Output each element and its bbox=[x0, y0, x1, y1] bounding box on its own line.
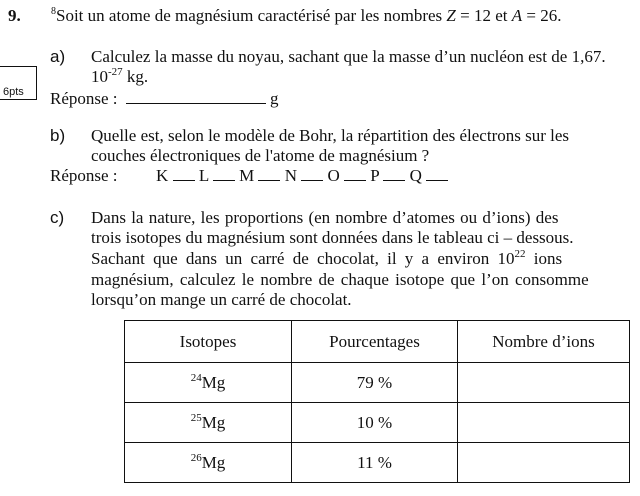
isotope-cell bbox=[125, 443, 292, 483]
answer-label: Réponse : bbox=[50, 166, 118, 185]
shell-q: Q bbox=[409, 166, 422, 185]
part-a-line2 bbox=[91, 67, 148, 89]
ion-exponent: 22 bbox=[514, 248, 526, 260]
part-c-line5: lorsqu’on mange un carré de chocolat. bbox=[91, 290, 352, 309]
table-header-row bbox=[125, 321, 630, 363]
part-c-letter: c) bbox=[50, 208, 65, 227]
question-number: 9. bbox=[8, 6, 21, 25]
shell-o: O bbox=[327, 166, 340, 185]
points-label: 6pts bbox=[3, 86, 24, 98]
isotope-cell bbox=[125, 363, 292, 403]
header-percentages: Pourcentages bbox=[292, 321, 458, 363]
header-isotopes: Isotopes bbox=[125, 321, 292, 363]
shell-k: K bbox=[156, 166, 169, 185]
z-value: = 12 et bbox=[455, 6, 512, 25]
shell-m-blank[interactable] bbox=[258, 166, 280, 181]
header-ion-count: Nombre d’ions bbox=[458, 321, 630, 363]
part-a-line1: Calculez la masse du noyau, sachant que la masse d’un nucléon est de 1,67. bbox=[91, 47, 606, 66]
mass-number: 26 bbox=[190, 451, 202, 464]
shell-m: M bbox=[239, 166, 255, 185]
part-b-answer bbox=[50, 166, 448, 186]
shell-q-blank[interactable] bbox=[426, 166, 448, 181]
power-base: 10 bbox=[91, 67, 108, 86]
footnote-mark: 8 bbox=[51, 6, 56, 17]
ions-cell[interactable] bbox=[458, 363, 630, 403]
element-symbol: Mg bbox=[201, 452, 226, 472]
shell-o-blank[interactable] bbox=[344, 166, 366, 181]
part-b-line1: Quelle est, selon le modèle de Bohr, la répartition des électrons sur les bbox=[91, 126, 570, 145]
shell-p-blank[interactable] bbox=[383, 166, 405, 181]
ions-cell[interactable] bbox=[458, 443, 630, 483]
shell-k-blank[interactable] bbox=[173, 166, 195, 181]
shell-l-blank[interactable] bbox=[213, 166, 235, 181]
isotope-table bbox=[124, 320, 630, 483]
isotope-cell bbox=[125, 403, 292, 443]
shell-n: N bbox=[284, 166, 297, 185]
percent-cell: 10 % bbox=[292, 403, 458, 443]
part-a-letter: a) bbox=[50, 47, 66, 66]
shell-n-blank[interactable] bbox=[301, 166, 323, 181]
part-c-line1: Dans la nature, les proportions (en nombre d’atomes ou d’ions) des bbox=[91, 208, 559, 227]
part-c-line4: magnésium, calculez le nombre de chaque isotope que l’on consomme bbox=[91, 270, 589, 289]
part-c-line3 bbox=[91, 249, 562, 271]
table-row bbox=[125, 403, 630, 443]
table-row bbox=[125, 443, 630, 483]
a-value: = 26. bbox=[522, 6, 562, 25]
mass-number: 24 bbox=[190, 371, 202, 384]
table-row bbox=[125, 363, 630, 403]
mass-number: 25 bbox=[190, 411, 202, 424]
element-symbol: Mg bbox=[201, 372, 226, 392]
part-b-letter: b) bbox=[50, 126, 66, 145]
part-a-answer bbox=[50, 89, 279, 109]
line3-text: Sachant que dans un carré de chocolat, il y a environ 10 bbox=[91, 249, 515, 268]
a-variable: A bbox=[511, 6, 523, 25]
power-exponent: -27 bbox=[108, 66, 123, 78]
question-intro bbox=[51, 6, 561, 29]
part-b-line2: couches électroniques de l'atome de magnésium ? bbox=[91, 146, 430, 165]
mass-unit: kg. bbox=[122, 67, 149, 86]
element-symbol: Mg bbox=[201, 412, 226, 432]
shell-l: L bbox=[198, 166, 209, 185]
answer-blank[interactable] bbox=[126, 89, 266, 104]
line3-end: ions bbox=[525, 249, 563, 268]
percent-cell: 11 % bbox=[292, 443, 458, 483]
part-c-line2: trois isotopes du magnésium sont données dans le tableau ci – dessous. bbox=[91, 228, 574, 247]
ions-cell[interactable] bbox=[458, 403, 630, 443]
z-variable: Z bbox=[446, 6, 456, 25]
percent-cell: 79 % bbox=[292, 363, 458, 403]
answer-unit: g bbox=[270, 89, 279, 108]
shell-p: P bbox=[370, 166, 380, 185]
answer-label: Réponse : bbox=[50, 89, 118, 108]
intro-text: Soit un atome de magnésium caractérisé par les nombres bbox=[56, 6, 447, 25]
